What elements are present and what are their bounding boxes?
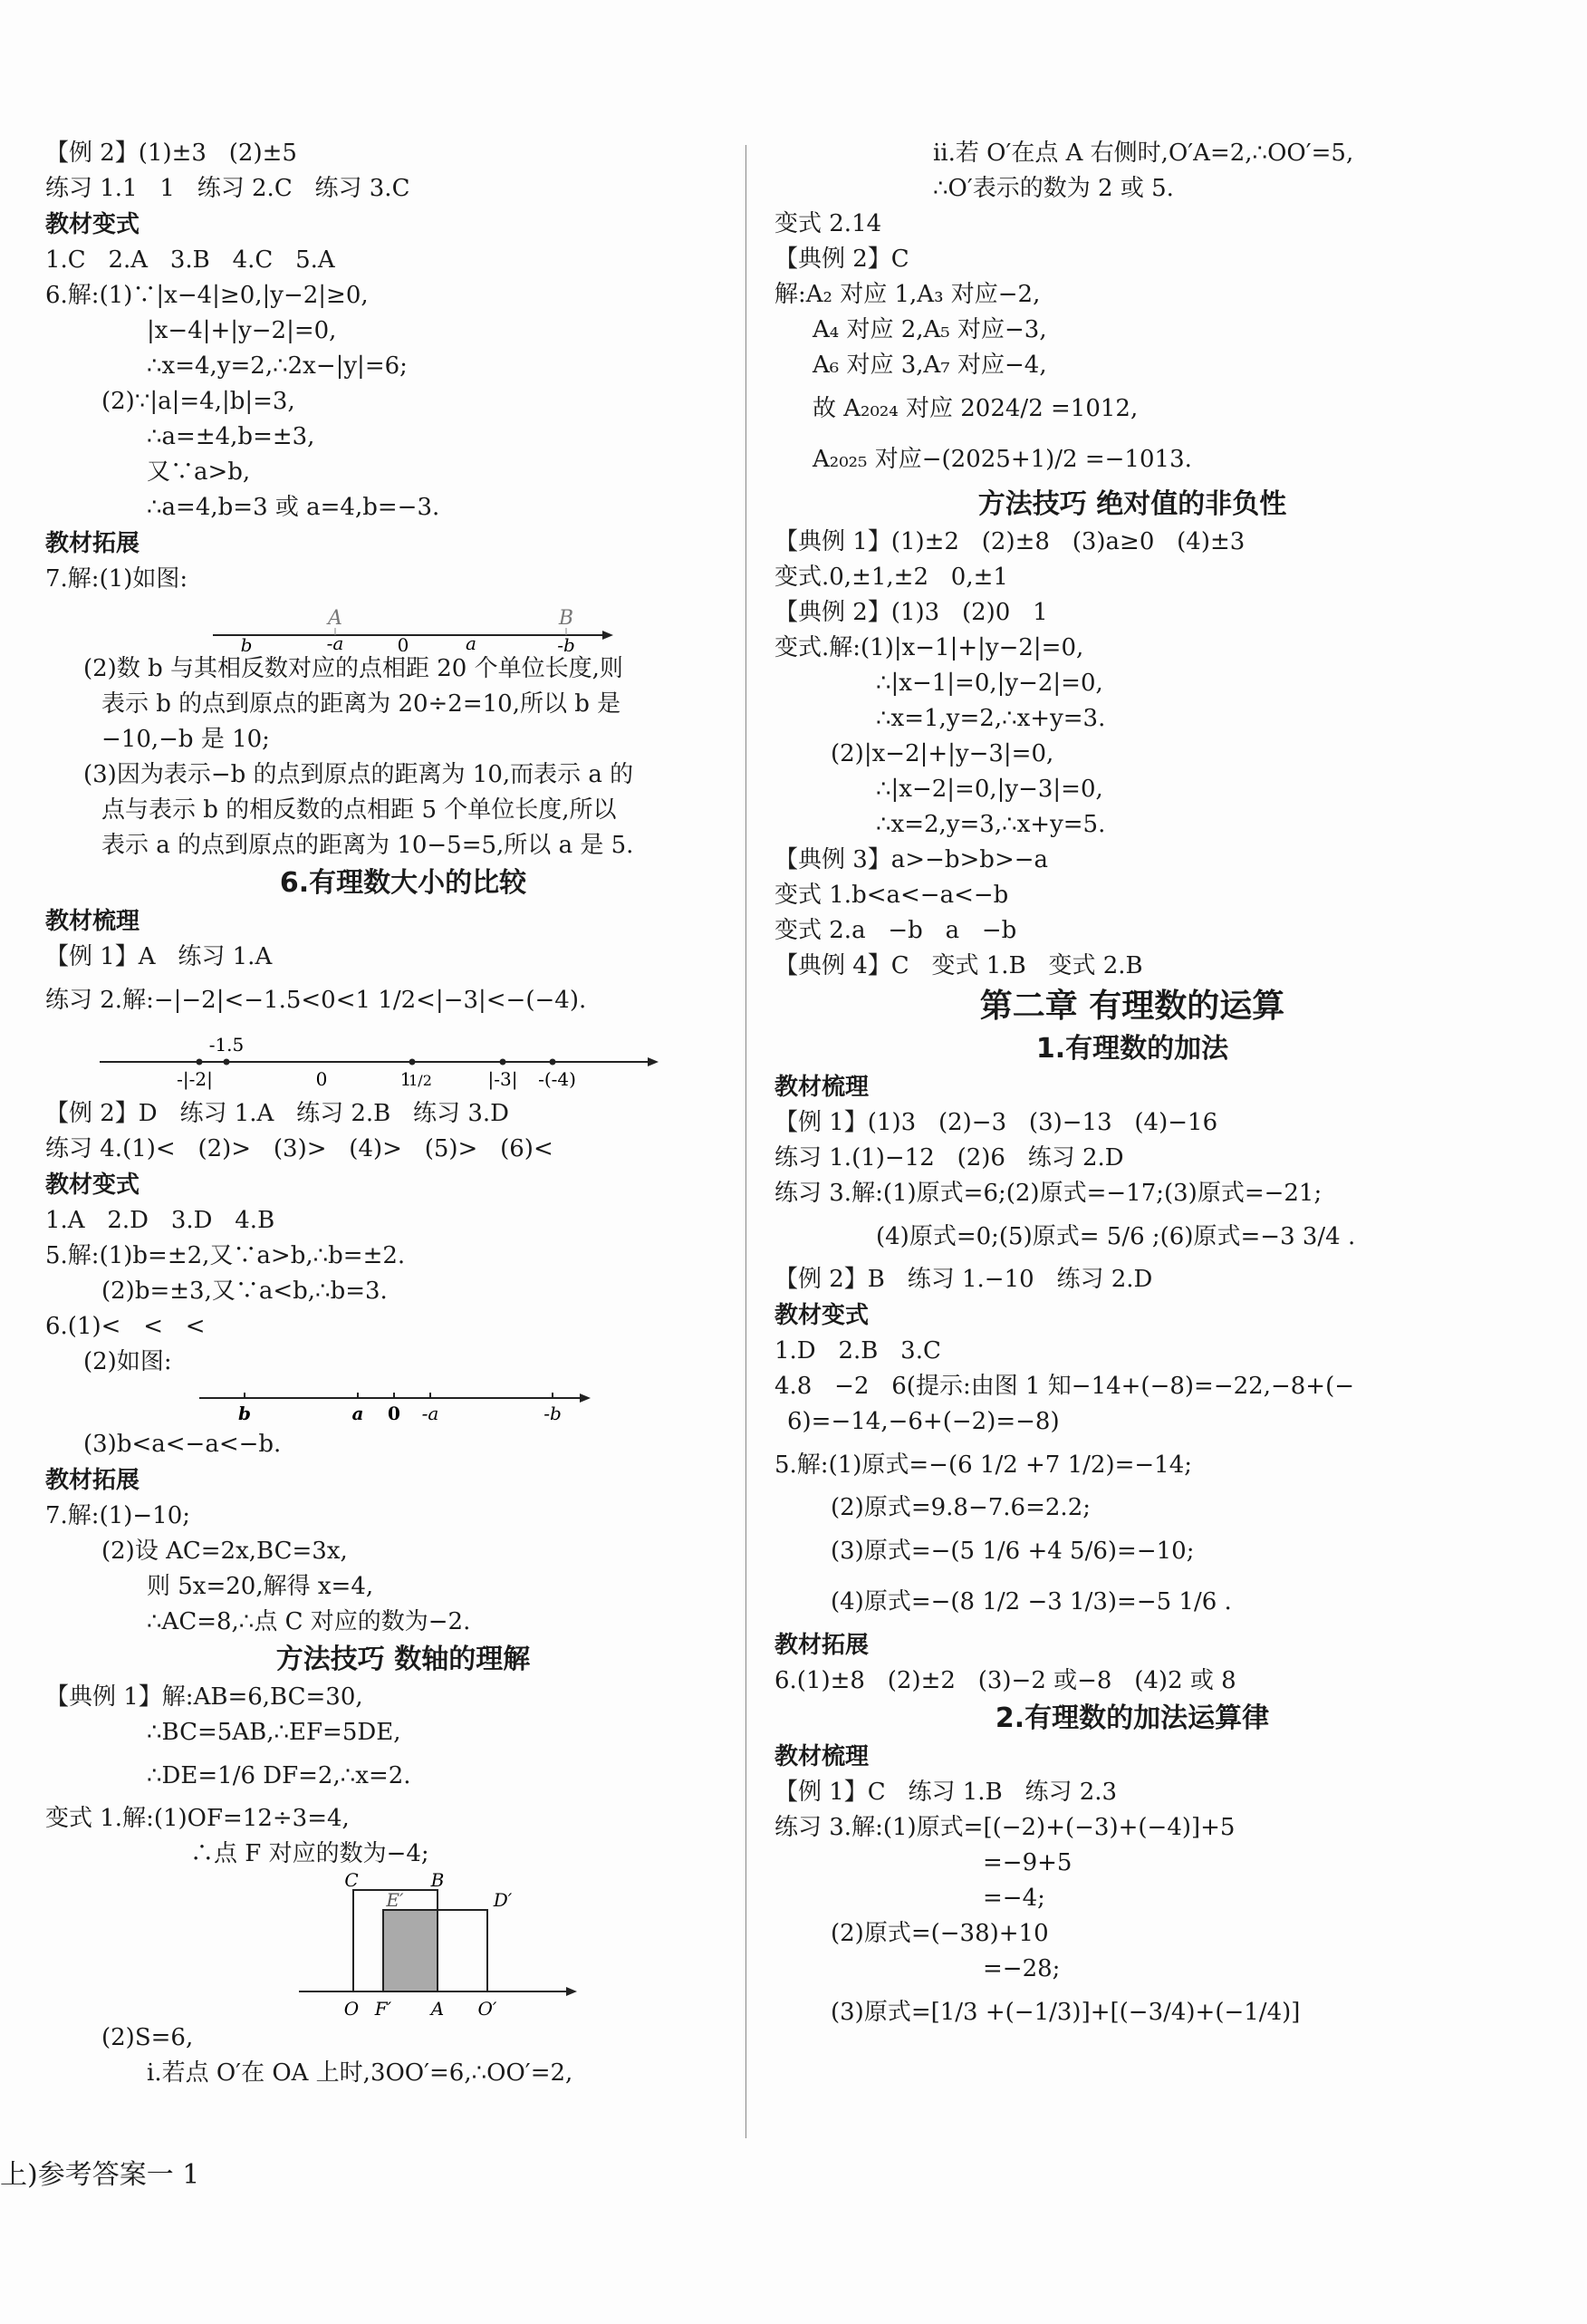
answer-line: 【例 2】(1)±3 (2)±5 bbox=[45, 140, 297, 167]
page-footer: 上)参考答案一 1 bbox=[0, 2159, 200, 2191]
point-label: -|-2| bbox=[177, 1068, 213, 1090]
subsection-heading: 教材拓展 bbox=[774, 1632, 870, 1659]
point-label: |-3| bbox=[487, 1068, 518, 1090]
point-label: -a bbox=[326, 632, 344, 651]
answer-line: 练习 3.解:(1)原式=6;(2)原式=−17;(3)原式=−21; bbox=[774, 1180, 1322, 1207]
answer-line: 【例 2】D 练习 1.A 练习 2.B 练习 3.D bbox=[45, 1100, 509, 1127]
answer-line: 练习 4.(1)< (2)> (3)> (4)> (5)> (6)< bbox=[45, 1135, 553, 1162]
answer-line: 6)=−14,−6+(−2)=−8) bbox=[787, 1408, 1060, 1435]
answer-line: 【典例 3】a>−b>b>−a bbox=[774, 846, 1049, 873]
answer-line: 6.(1)±8 (2)±2 (3)−2 或−8 (4)2 或 8 bbox=[774, 1667, 1236, 1694]
answer-line: 【例 2】B 练习 1.−10 练习 2.D bbox=[774, 1266, 1153, 1293]
answer-line: 练习 3.解:(1)原式=[(−2)+(−3)+(−4)]+5 bbox=[774, 1814, 1236, 1841]
answer-line: 练习 2.解:−|−2|<−1.5<0<1 1/2<|−3|<−(−4). bbox=[45, 987, 587, 1014]
answer-line: 变式.解:(1)|x−1|+|y−2|=0, bbox=[774, 634, 1084, 661]
answer-line: =−28; bbox=[983, 1955, 1061, 1982]
answer-line: ∴x=1,y=2,∴x+y=3. bbox=[876, 705, 1106, 732]
answer-line: (2)设 AC=2x,BC=3x, bbox=[101, 1538, 348, 1565]
point-label: -a bbox=[421, 1403, 439, 1424]
answer-line: 5.解:(1)原式=−(6 1/2 +7 1/2)=−14; bbox=[774, 1451, 1193, 1479]
point-label: A bbox=[328, 607, 342, 630]
point-label: O′ bbox=[477, 1998, 497, 2020]
answer-line: 变式 1.解:(1)OF=12÷3=4, bbox=[45, 1805, 350, 1832]
subsection-heading: 教材拓展 bbox=[45, 1467, 140, 1494]
answer-line: 1.D 2.B 3.C bbox=[774, 1337, 941, 1365]
point-label: F′ bbox=[374, 1998, 392, 2020]
subsection-heading: 教材梳理 bbox=[774, 1743, 870, 1770]
point-label: 0 bbox=[388, 1403, 400, 1424]
answer-line: 表示 b 的点到原点的距离为 20÷2=10,所以 b 是 bbox=[101, 690, 621, 718]
answer-line: ∴x=2,y=3,∴x+y=5. bbox=[876, 811, 1106, 838]
answer-line: (2)S=6, bbox=[101, 2024, 194, 2051]
left-column bbox=[45, 136, 761, 2129]
point-label: a bbox=[466, 632, 476, 651]
right-column bbox=[774, 136, 1490, 2129]
subsection-heading: 教材变式 bbox=[45, 1172, 140, 1199]
answer-line: 解:A₂ 对应 1,A₃ 对应−2, bbox=[774, 281, 1041, 308]
answer-line: ∴x=4,y=2,∴2x−|y|=6; bbox=[147, 352, 408, 380]
answer-line: A₆ 对应 3,A₇ 对应−4, bbox=[813, 352, 1047, 379]
answer-line: A₂₀₂₅ 对应−(2025+1)/2 =−1013. bbox=[813, 446, 1192, 473]
point-label: -1.5 bbox=[208, 1034, 245, 1056]
answer-line: =−9+5 bbox=[983, 1849, 1072, 1876]
answer-line: (3)原式=−(5 1/6 +4 5/6)=−10; bbox=[831, 1538, 1195, 1565]
answer-line: 变式 2.a −b a −b bbox=[774, 917, 1017, 944]
answer-line: ∴a=4,b=3 或 a=4,b=−3. bbox=[147, 494, 440, 521]
answer-line: 练习 1.1 1 练习 2.C 练习 3.C bbox=[45, 175, 410, 202]
answer-line: ∴点 F 对应的数为−4; bbox=[190, 1840, 429, 1867]
point-label: A bbox=[430, 1998, 445, 2020]
number-line-figure-3 bbox=[45, 1380, 761, 1427]
point-label: E′ bbox=[386, 1889, 404, 1911]
point-label: 0 bbox=[397, 634, 409, 651]
subsection-heading: 教材梳理 bbox=[45, 908, 140, 935]
answer-line: 变式 2.14 bbox=[774, 210, 882, 237]
answer-line: −10,−b 是 10; bbox=[101, 726, 270, 753]
answer-line: =−4; bbox=[983, 1885, 1045, 1912]
number-line-figure-2 bbox=[45, 1026, 761, 1096]
answer-line: 则 5x=20,解得 x=4, bbox=[147, 1573, 374, 1600]
answer-line: 7.解:(1)−10; bbox=[45, 1502, 191, 1529]
answer-line: 5.解:(1)b=±2,又∵a>b,∴b=±2. bbox=[45, 1242, 406, 1269]
answer-line: (4)原式=−(8 1/2 −3 1/3)=−5 1/6 . bbox=[831, 1588, 1232, 1615]
point-label: C bbox=[344, 1872, 359, 1891]
answer-line: 又∵a>b, bbox=[147, 458, 251, 486]
section-title: 2.有理数的加法运算律 bbox=[995, 1702, 1270, 1734]
point-label: a bbox=[351, 1403, 364, 1424]
answer-line: 变式.0,±1,±2 0,±1 bbox=[774, 564, 1008, 591]
point-label: -b bbox=[543, 1403, 562, 1424]
point-label: b bbox=[238, 1403, 251, 1424]
answer-line: 【典例 1】解:AB=6,BC=30, bbox=[45, 1683, 363, 1711]
answer-line: 变式 1.b<a<−a<−b bbox=[774, 882, 1009, 909]
answer-line: 1.A 2.D 3.D 4.B bbox=[45, 1207, 275, 1234]
answer-line: 【典例 1】(1)±2 (2)±8 (3)a≥0 (4)±3 bbox=[774, 528, 1246, 555]
number-line-figure-1 bbox=[45, 597, 761, 651]
answer-line: 【典例 4】C 变式 1.B 变式 2.B bbox=[774, 952, 1143, 979]
answer-line: (3)因为表示−b 的点到原点的距离为 10,而表示 a 的 bbox=[83, 761, 634, 788]
answer-line: 1.C 2.A 3.B 4.C 5.A bbox=[45, 246, 335, 274]
answer-line: 练习 1.(1)−12 (2)6 练习 2.D bbox=[774, 1144, 1124, 1172]
answer-line: ∴|x−1|=0,|y−2|=0, bbox=[876, 670, 1103, 697]
answer-line: 6.(1)< < < bbox=[45, 1313, 206, 1340]
answer-line: A₄ 对应 2,A₅ 对应−3, bbox=[813, 316, 1047, 343]
answer-line: 【典例 2】C bbox=[774, 246, 909, 273]
answer-line: 7.解:(1)如图: bbox=[45, 565, 188, 593]
answer-line: ∴DE=1/6 DF=2,∴x=2. bbox=[147, 1762, 411, 1789]
answer-line: 点与表示 b 的相反数的点相距 5 个单位长度,所以 bbox=[101, 796, 617, 824]
answer-line: (2)原式=(−38)+10 bbox=[831, 1920, 1049, 1947]
answer-line: 表示 a 的点到原点的距离为 10−5=5,所以 a 是 5. bbox=[101, 832, 634, 859]
point-label: 1/2 bbox=[409, 1072, 432, 1089]
answer-line: 【例 1】(1)3 (2)−3 (3)−13 (4)−16 bbox=[774, 1109, 1218, 1136]
section-title: 1.有理数的加法 bbox=[1035, 1033, 1229, 1065]
answer-line: (2)数 b 与其相反数对应的点相距 20 个单位长度,则 bbox=[83, 655, 623, 682]
answer-line: (3)原式=[1/3 +(−1/3)]+[(−3/4)+(−1/4)] bbox=[831, 1999, 1301, 2026]
subsection-heading: 教材梳理 bbox=[774, 1074, 870, 1101]
subsection-heading: 教材变式 bbox=[45, 211, 140, 238]
point-label: B bbox=[558, 607, 574, 630]
answer-line: (4)原式=0;(5)原式= 5/6 ;(6)原式=−3 3/4 . bbox=[876, 1223, 1356, 1250]
answer-line: ∴BC=5AB,∴EF=5DE, bbox=[147, 1719, 401, 1746]
answer-line: 6.解:(1)∵|x−4|≥0,|y−2|≥0, bbox=[45, 282, 369, 309]
answer-line: 【典例 2】(1)3 (2)0 1 bbox=[774, 599, 1048, 626]
answer-line: (2)原式=9.8−7.6=2.2; bbox=[831, 1494, 1091, 1521]
answer-line: ∴AC=8,∴点 C 对应的数为−2. bbox=[147, 1608, 471, 1635]
answer-line: ∴|x−2|=0,|y−3|=0, bbox=[876, 776, 1103, 803]
answer-line: 故 A₂₀₂₄ 对应 2024/2 =1012, bbox=[813, 395, 1139, 422]
chapter-title: 第二章 有理数的运算 bbox=[979, 988, 1285, 1025]
section-title: 方法技巧 数轴的理解 bbox=[275, 1644, 531, 1675]
answer-line: (2)b=±3,又∵a<b,∴b=3. bbox=[101, 1278, 388, 1305]
subsection-heading: 教材拓展 bbox=[45, 530, 140, 557]
answer-line: 4.8 −2 6(提示:由图 1 知−14+(−8)=−22,−8+(− bbox=[774, 1373, 1355, 1400]
point-label: b bbox=[240, 634, 253, 651]
section-title: 方法技巧 绝对值的非负性 bbox=[977, 488, 1287, 520]
point-label: 1 bbox=[399, 1068, 412, 1090]
answer-line: 【例 1】A 练习 1.A bbox=[45, 943, 273, 970]
answer-line: ⅰ.若点 O′在 OA 上时,3OO′=6,∴OO′=2, bbox=[147, 2059, 573, 2087]
answer-line: |x−4|+|y−2|=0, bbox=[147, 317, 337, 344]
answer-line: ⅱ.若 O′在点 A 右侧时,O′A=2,∴OO′=5, bbox=[933, 140, 1354, 167]
answer-line: 【例 1】C 练习 1.B 练习 2.3 bbox=[774, 1779, 1118, 1806]
point-label: O bbox=[343, 1998, 360, 2020]
point-label: D′ bbox=[493, 1889, 513, 1911]
point-label: -(-4) bbox=[538, 1068, 576, 1090]
answer-line: ∴a=±4,b=±3, bbox=[147, 423, 315, 450]
section-title: 6.有理数大小的比较 bbox=[279, 867, 527, 899]
answer-line: ∴O′表示的数为 2 或 5. bbox=[933, 175, 1174, 202]
rectangle-figure bbox=[45, 1872, 761, 2020]
point-label: B bbox=[430, 1872, 445, 1891]
answer-line: (2)如图: bbox=[83, 1348, 172, 1375]
point-label: -b bbox=[557, 634, 575, 651]
answer-line: (2)|x−2|+|y−3|=0, bbox=[831, 740, 1054, 767]
answer-line: (2)∵|a|=4,|b|=3, bbox=[101, 388, 295, 415]
answer-line: (3)b<a<−a<−b. bbox=[83, 1431, 282, 1458]
point-label: 0 bbox=[315, 1068, 328, 1090]
subsection-heading: 教材变式 bbox=[774, 1302, 870, 1329]
